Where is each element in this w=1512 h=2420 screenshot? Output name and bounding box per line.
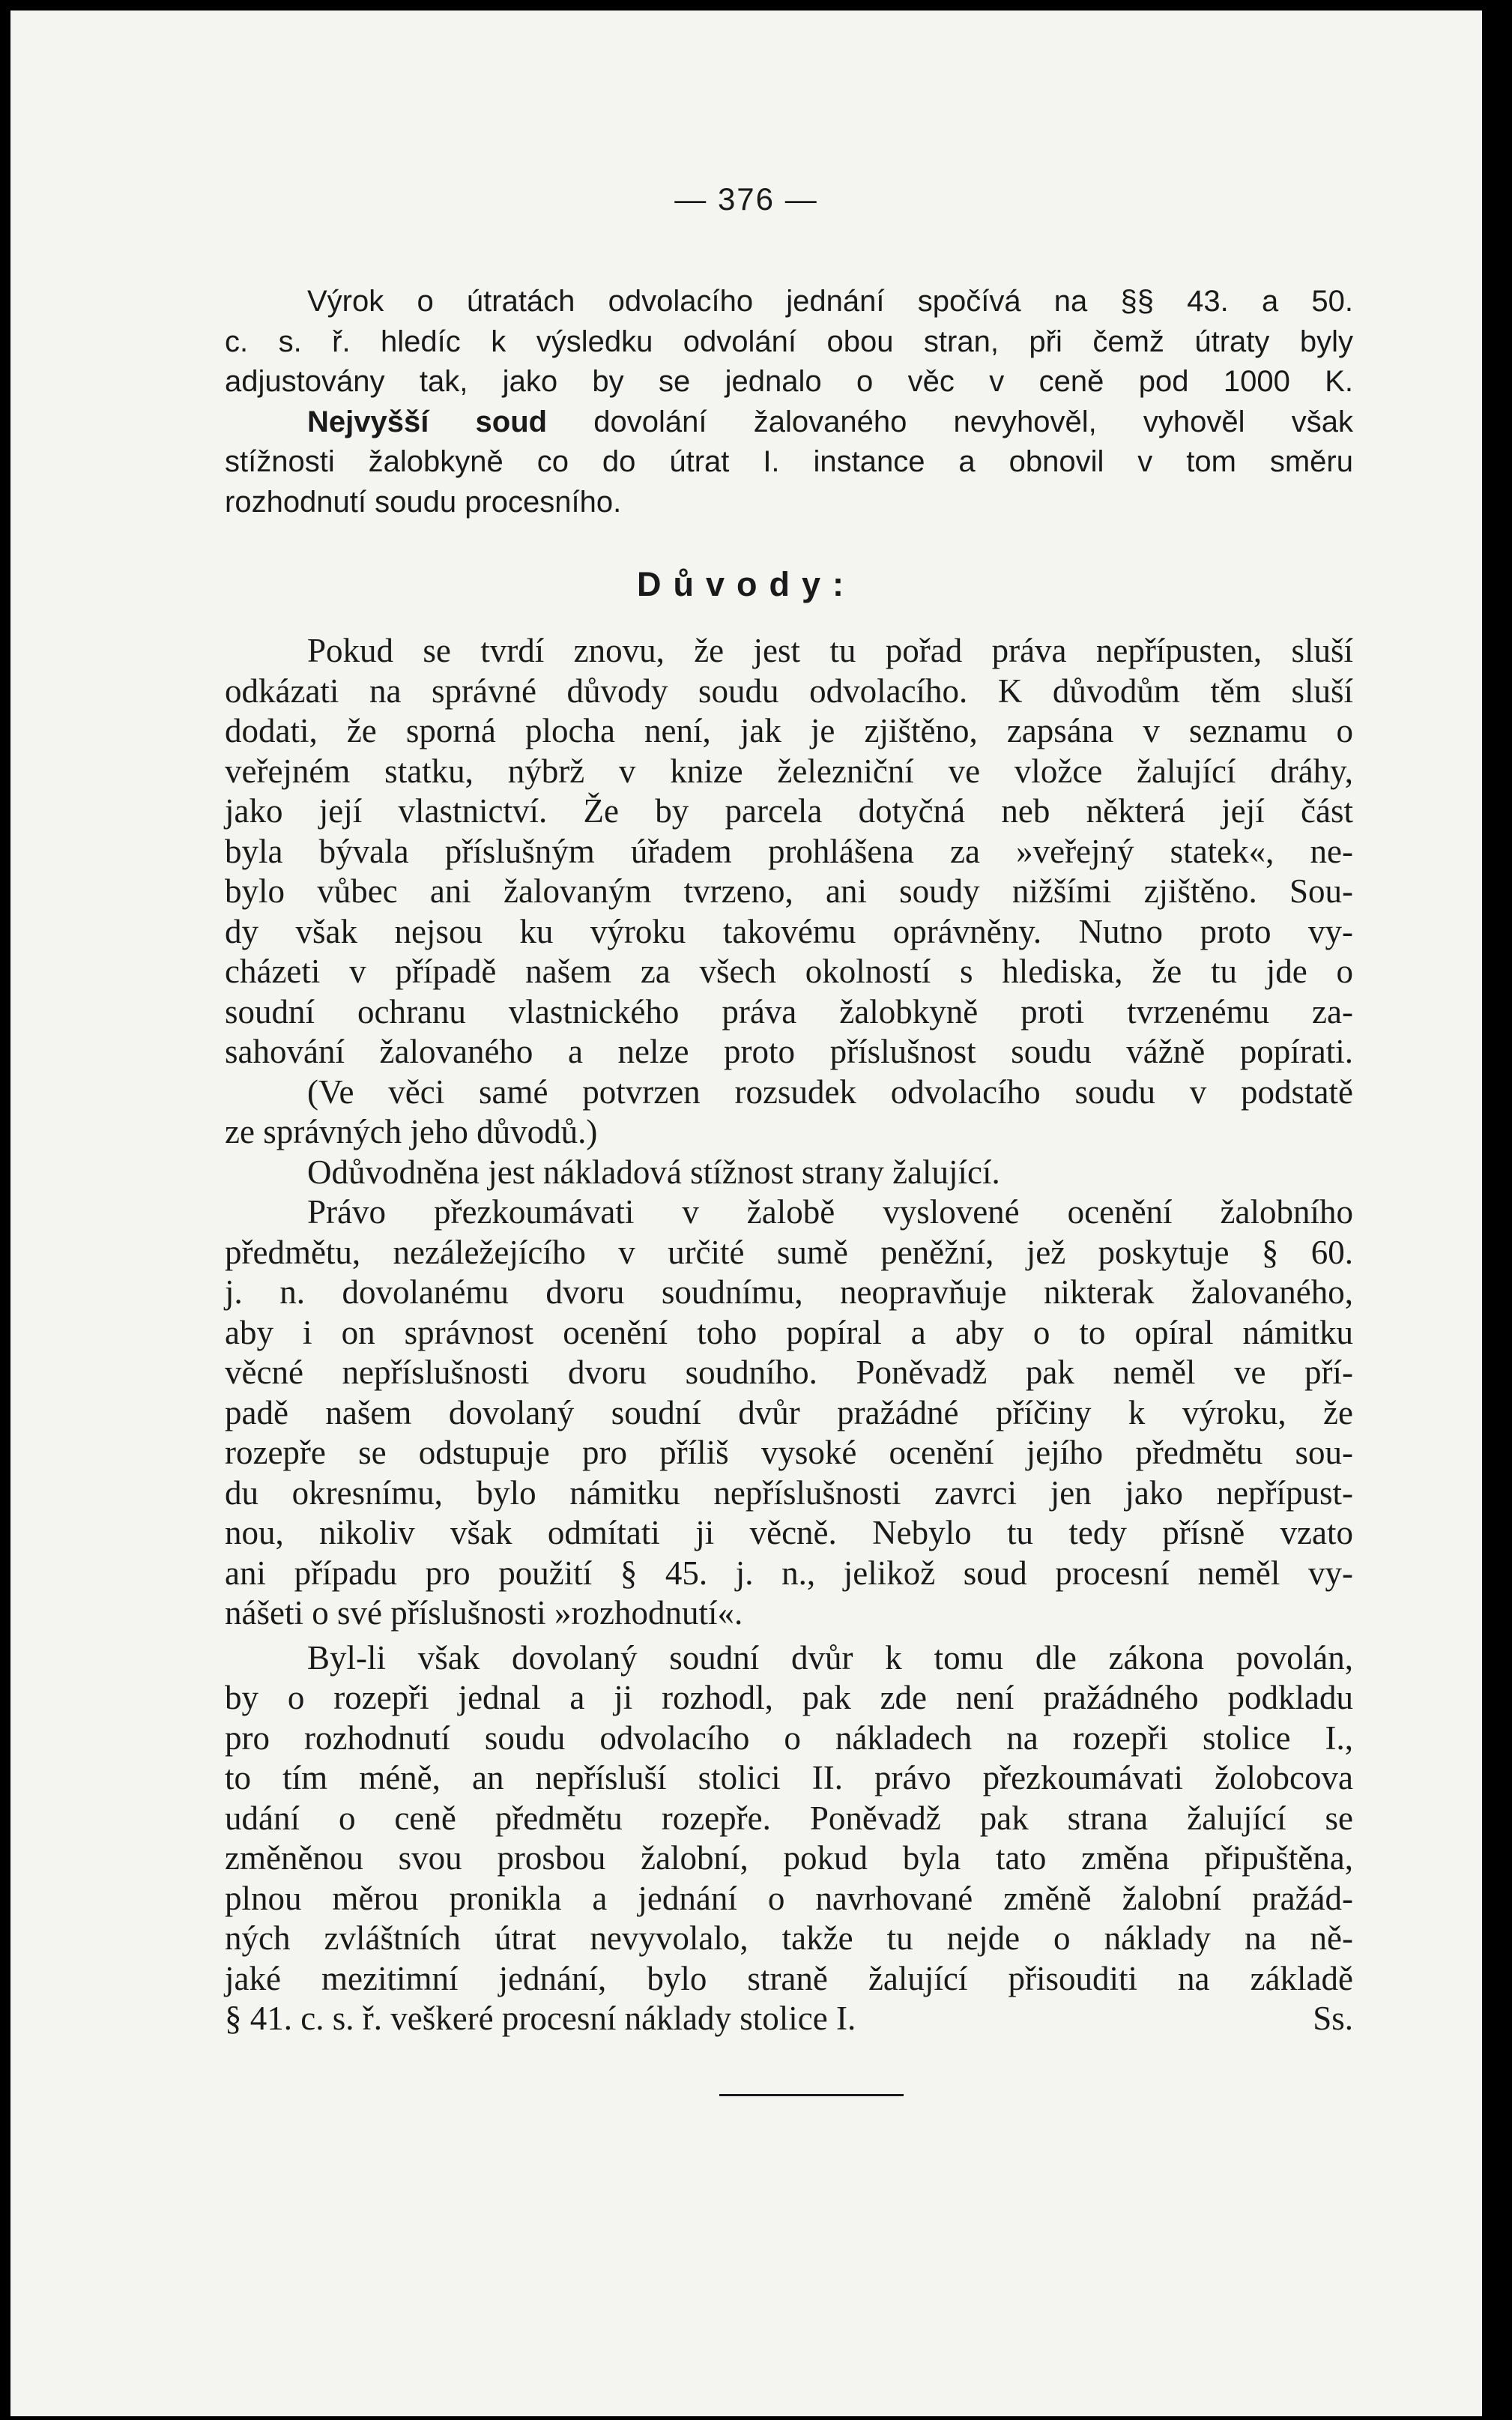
paragraph-3: [225, 1153, 1353, 1193]
text-line: pro rozhodnutí soudu odvolacího o nákladech na rozepři stolice I.,: [225, 1719, 1353, 1757]
text-line: Pokud se tvrdí znovu, že jest tu pořad práva nepřípusten, sluší: [307, 632, 1353, 669]
text-line: veřejném statku, nýbrž v knize železniční ve vložce žalující dráhy,: [225, 752, 1353, 790]
text-line: stížnosti žalobkyně co do útrat I. instance a obnovil v tom směru: [225, 445, 1353, 478]
text-line: cházeti v případě našem za všech okolností s hlediska, že tu jde o: [225, 953, 1353, 990]
text-line: to tím méně, an nepřísluší stolici II. právo přezkoumávati žolobcova: [225, 1759, 1353, 1796]
text-line: ani případu pro použití § 45. j. n., jelikož soud procesní neměl vy-: [225, 1554, 1353, 1592]
text-line: [225, 402, 1353, 443]
text-line: sahování žalovaného a nelze proto příslušnost soudu vážně popírati.: [225, 1033, 1353, 1070]
closing-text: § 41. c. s. ř. veškeré procesní náklady stolice I.: [225, 2000, 856, 2037]
text-line: Výrok o útratách odvolacího jednání spočívá na §§ 43. a 50.: [307, 285, 1353, 318]
text-line: odkázati na správné důvody soudu odvolacího. K důvodům těm sluší: [225, 672, 1353, 710]
text-line: rozepře se odstupuje pro příliš vysoké ocenění jejího předmětu sou-: [225, 1434, 1353, 1471]
end-rule: [719, 2094, 904, 2096]
text-line: nášeti o své příslušnosti »rozhodnutí«.: [225, 1594, 743, 1632]
document-page: [10, 10, 1482, 2416]
text-line: Byl-li však dovolaný soudní dvůr k tomu dle zákona povolán,: [307, 1638, 1353, 1677]
text-line: aby i on správnost ocenění toho popíral a aby o to opíral námitku: [225, 1313, 1353, 1351]
text-line: (Ve věci samé potvrzen rozsudek odvolacího soudu v podstatě: [307, 1072, 1353, 1111]
text-line: by o rozepři jednal a ji rozhodl, pak zde není pražádného podkladu: [225, 1679, 1353, 1716]
text-line: dodati, že sporná plocha není, jak je zjištěno, zapsána v seznamu o: [225, 712, 1353, 749]
text-line: j. n. dovolanému dvoru soudnímu, neopravňuje nikterak žalovaného,: [225, 1273, 1353, 1311]
text-line: rozhodnutí soudu procesního.: [225, 485, 622, 519]
text-line: dy však nejsou ku výroku takovému oprávněny. Nutno proto vy-: [225, 912, 1353, 950]
paragraph-1: [225, 631, 1353, 1072]
text-line: plnou měrou pronikla a jednání o navrhované změně žalobní pražád-: [225, 1879, 1353, 1917]
text-line: jaké mezitimní jednání, bylo straně žalující přisouditi na základě: [225, 1959, 1353, 1997]
text-line: padě našem dovolaný soudní dvůr pražádné příčiny k výroku, že: [225, 1393, 1353, 1431]
reasons-body: [225, 631, 1353, 2039]
text-line: jako její vlastnictví. Že by parcela dotyčná neb některá její část: [225, 792, 1353, 830]
ruling-paragraph: [225, 282, 1353, 522]
section-heading: Důvody:: [637, 565, 856, 603]
text-line: du okresnímu, bylo námitku nepříslušnosti zavrci jen jako nepřípust-: [225, 1473, 1353, 1512]
court-name: Nejvyšší soud: [307, 405, 548, 438]
text-line: Právo přezkoumávati v žalobě vyslovené ocenění žalobního: [307, 1193, 1353, 1231]
text-line: udání o ceně předmětu rozepře. Poněvadž pak strana žalující se: [225, 1799, 1353, 1837]
text-line: [225, 1999, 1353, 2039]
text-line: adjustovány tak, jako by se jednalo o věc v ceně pod 1000 K.: [225, 365, 1353, 398]
text-line: Odůvodněna jest nákladová stížnost strany žalující.: [307, 1153, 1000, 1191]
text-line: ných zvláštních útrat nevyvolalo, takže tu nejde o náklady na ně-: [225, 1919, 1353, 1957]
text-line: předmětu, nezáležejícího v určité sumě peněžní, jež poskytuje § 60.: [225, 1233, 1353, 1271]
text-line: ze správných jeho důvodů.): [225, 1113, 598, 1150]
text-line: soudní ochranu vlastnického práva žalobkyně proti tvrzenému za-: [225, 992, 1353, 1031]
text-line: bylo vůbec ani žalovaným tvrzeno, ani soudy nižšími zjištěno. Sou-: [225, 872, 1353, 910]
signature: Ss.: [1313, 2000, 1353, 2037]
paragraph-2: [225, 1072, 1353, 1153]
text-line: nou, nikoliv však odmítati ji věcně. Nebylo tu tedy přísně vzato: [225, 1514, 1353, 1551]
court-ruling-text: dovolání žalovaného nevyhověl, vyhověl však: [547, 405, 1353, 438]
page-number: — 376 —: [674, 181, 818, 217]
text-line: věcné nepříslušnosti dvoru soudního. Poněvadž pak neměl ve pří-: [225, 1354, 1353, 1391]
paragraph-4: [225, 1192, 1353, 1634]
text-line: byla bývala příslušným úřadem prohlášena za »veřejný statek«, ne-: [225, 832, 1353, 870]
text-line: c. s. ř. hledíc k výsledku odvolání obou stran, při čemž útraty byly: [225, 325, 1353, 358]
paragraph-5: [225, 1638, 1353, 2039]
text-line: změněnou svou prosbou žalobní, pokud byla tato změna připuštěna,: [225, 1839, 1353, 1877]
